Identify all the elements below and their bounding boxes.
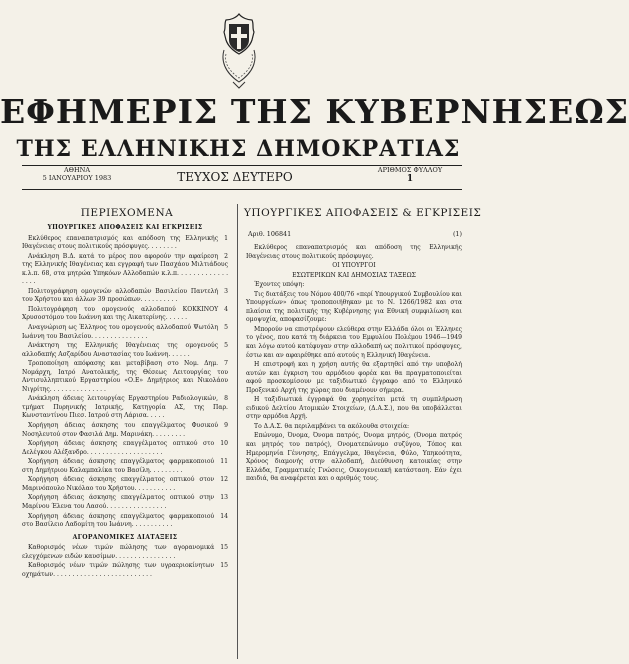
contents-item [22, 562, 228, 579]
masthead-rule-bottom [22, 189, 462, 190]
contents-page-number: 4 [224, 305, 228, 313]
gazette-subtitle: ΤΗΣ ΕΛΛΗΝΙΚΗΣ ΔΗΜΟΚΡΑΤΙΑΣ [16, 136, 461, 162]
contents-item [22, 440, 228, 457]
contents-page-number: 15 [220, 544, 228, 552]
contents-item [22, 422, 228, 439]
contents-item [22, 324, 228, 341]
column-divider [237, 204, 238, 659]
contents-page-number: 15 [220, 562, 228, 570]
contents-item [22, 235, 228, 252]
contents-section-market: ΑΓΟΡΑΝΟΜΙΚΕΣ ΔΙΑΤΑΞΕΙΣ [72, 533, 178, 541]
sheet-number: 1 [406, 174, 414, 184]
contents-page-number: 7 [224, 360, 228, 368]
decision-paragraph: Τις διατάξεις του Νόμου 400/76 «περί Υπουργικού Συμβουλίου και Υπουργείων» όπως τροποποιήθηκαν με το Ν. 1266/1982 και στα πλαίσια της πολιτικής της Κυβέρνησης για Εθνική συμφιλίωση και ομοψυχία, αποφασίζουμε: [246, 290, 462, 324]
having-regard: Έχοντες υπόψη: [254, 281, 305, 289]
issue-date: 5 ΙΑΝΟΥΑΡΙΟΥ 1983 [42, 174, 112, 182]
contents-page-number: 2 [224, 252, 228, 260]
contents-page-number: 5 [224, 324, 228, 332]
issue-type: ΤΕΥΧΟΣ ΔΕΥΤΕΡΟ [177, 170, 293, 184]
contents-list [22, 235, 228, 530]
decision-header [248, 230, 462, 238]
contents-item-text: Ανάκληση άδειας λειτουργίας Εργαστηρίου Ραδιολογικών, τμήματ Πυρηνικής Ιατρικής, Κατηγορία ΑΣ, της Παρ. Κωνσταντίνου Πιεσ. Ιατρού στη Λάρισα. . . . . [22, 395, 228, 420]
contents-item-text: Ανάκληση Β.Δ. κατά το μέρος που αφορούν την αφαίρεση της Ελληνικής Ιθαγένειας και εγγραφή των Πασχάου Μιλτιάδους κ.λ.π. 68, στα μητρώα Υπηκόων Αλλοδαπών κ.λ.π. . . . . . . . . . . . . . . . . [22, 252, 228, 286]
contents-list-market [22, 544, 228, 579]
issue-city: ΑΘΗΝΑ [63, 166, 91, 174]
decisions-heading: ΥΠΟΥΡΓΙΚΕΣ ΑΠΟΦΑΣΕΙΣ & ΕΓΚΡΙΣΕΙΣ [244, 207, 482, 219]
contents-item [22, 253, 228, 287]
contents-page-number: 11 [220, 458, 228, 466]
contents-item-text: Χορήγηση άδειας άσκησης επαγγέλματος οπτικού στον Μαρινόπουλο Νικόλαο του Χρήστου. . . . . . . . . . . [22, 476, 215, 492]
decision-paragraph: Μπορούν να επιστρέψουν ελεύθερα στην Ελλάδα όλοι οι Έλληνες το γένος, που κατά τη διάρκεια του Εμφυλίου Πολέμου 1946—1949 και λόγω αυτού κατέφυγαν στην αλλοδαπή ως πολιτικοί πρόσφυγες, έστω και αν αφαιρέθηκε από αυτούς η Ελληνική Ιθαγένεια. [246, 325, 462, 359]
contents-page-number: 3 [224, 287, 228, 295]
contents-item-text: Χορήγηση άδειας άσκησης επαγγέλματος φαρμακοποιού στο Βασίλειο Λαδομίτη του Ιωάννη. . . . . . . . . . . [22, 512, 215, 529]
contents-item [22, 360, 228, 394]
contents-page-number: 8 [224, 395, 228, 403]
decision-paragraph: Το Δ.Α.Σ. θα περιλαμβάνει τα ακόλουθα στοιχεία: [254, 422, 410, 430]
ministers-line-2: ΕΣΩΤΕΡΙΚΩΝ ΚΑΙ ΔΗΜΟΣΙΑΣ ΤΑΞΕΩΣ [292, 271, 416, 279]
decision-index: (1) [452, 230, 462, 238]
decision-paragraph: Επώνυμο, Όνομα, Όνομα πατρός, Όνομα μητρός, (Όνομα πατρός και μητρός του πατρός), Ονοματεπώνυμο συζύγου, Τόπος και Ημερομηνία Γέννησης, Επάγγελμα, Ιθαγένεια, Φύλο, Υπηκοότητα, Χρόνος διαμονής στην αλλοδαπή, Διεύθυνση κατοικίας στην Ελλάδα, Γραμματικές Γνώσεις, Οικογενειακή κατάσταση. Εάν έχει παιδιά, θα αναφέρεται και ο αριθμός τους. [246, 432, 462, 483]
contents-page-number: 10 [220, 440, 228, 448]
contents-page-number: 5 [224, 342, 228, 350]
contents-item-text: Χορήγηση άδειας άσκησης επαγγέλματος οπτικού στην Μαρίνου Έλενα του Λασού. . . . . . . . . . . . . . . . [22, 494, 215, 510]
contents-page-number: 14 [220, 512, 228, 520]
contents-item-text: Καθορισμός νέων τιμών πώλησης των υγραεριοκίνητων οχημάτων. . . . . . . . . . . . . . . . . . . . . . . . . . [22, 562, 215, 578]
contents-item-text: Εκλύθερος επαναπατρισμός και απόδοση της Ελληνικής Ιθαγένειας στους πολιτικούς πρόσφυγες. . . . . . . . [22, 234, 219, 251]
contents-item-text: Τροποποίηση απόφασης και μεταβίβαση στο Νομ. Δημ. Νομάρχη, Ιατρό Ανατολικής, της Θέσεως Λειτουργίας του Αντισυλληπτικού Εργαστηρίου «Ο.Ε» Δημήτριος και Νικολάου Νιγρίτης. . . . . . . . . . . . . . . [22, 360, 228, 393]
issue-date-block [22, 166, 132, 182]
contents-page-number: 13 [220, 494, 228, 502]
contents-item-text: Καθορισμός νέων τιμών πώλησης των αγορανομικά ελεγχόμενων ειδών καυσίμων. . . . . . . . . . . . . . . . [22, 544, 215, 560]
contents-page-number: 1 [224, 234, 228, 242]
contents-item [22, 288, 228, 305]
contents-item [22, 458, 228, 475]
contents-heading: ΠΕΡΙΕΧΟΜΕΝΑ [80, 207, 174, 219]
contents-page-number: 9 [224, 422, 228, 430]
decision-column [246, 244, 462, 485]
contents-item [22, 342, 228, 359]
contents-section-ministerial: ΥΠΟΥΡΓΙΚΕΣ ΑΠΟΦΑΣΕΙΣ ΚΑΙ ΕΓΚΡΙΣΕΙΣ [47, 224, 203, 231]
contents-item [22, 306, 228, 323]
sheet-number-label: ΑΡΙΘΜΟΣ ΦΥΛΛΟΥ [377, 166, 443, 174]
contents-item-text: Ανάκτηση της Ελληνικής Ιθαγένειας της ομογενούς αλλοδαπής Ασζαρίδου Αναστασίας του Ιωάννη. . . . . . [22, 342, 219, 358]
decision-paragraph: Η ταξιδιωτικά έγγραφά θα χορηγείται μετά τη συμπλήρωση ειδικού Δελτίου Ατομικών Στοιχείων, (Δ.Α.Σ.), που θα υποβάλλεται στην αρμόδια Αρχή. [246, 396, 462, 421]
contents-item [22, 513, 228, 530]
contents-item-text: Χορήγηση άδειας άσκησης επαγγέλματος οπτικού στο Δελέγκου Αλέξανδρο. . . . . . . . . . . . . . . . . . . . [22, 440, 215, 456]
contents-item-text: Πολιτογράφηση του ομογενούς αλλοδαπού ΚΟΚΚΙΝΟΥ Χρυσοστόμου του Ιωάννη και της Αικατερίνης. . . . . . [22, 305, 219, 322]
coat-of-arms-icon [218, 10, 260, 90]
decision-intro: Εκλύθερος επαναπατρισμός και απόδοση της Ελληνικής Ιθαγένειας στους πολιτικούς πρόσφυγες. [246, 244, 462, 260]
ministers-line-1: ΟΙ ΥΠΟΥΡΓΟΙ [332, 262, 376, 270]
contents-item-text: Πολιτογράφηση ομογενών αλλοδαπών Βασιλείου Παντελή του Χρήστου και άλλων 39 προσώπων. . . . . . . . . . [22, 287, 219, 304]
contents-item [22, 476, 228, 493]
decision-number: Αριθ. 106841 [248, 230, 292, 238]
gazette-title: ΕΦΗΜΕΡΙΣ ΤΗΣ ΚΥΒΕΡΝΗΣΕΩΣ [0, 92, 629, 131]
contents-item [22, 544, 228, 561]
contents-item [22, 395, 228, 421]
contents-column [22, 222, 228, 580]
sheet-number-block [360, 166, 460, 185]
contents-page-number: 12 [220, 476, 228, 484]
contents-item-text: Αναγνώριση ως Έλληνος του ομογενούς αλλοδαπού Ψωτόλη Ιωάννη του Βασιλείου. . . . . . . . . . . . . . . [22, 324, 219, 340]
decision-body [246, 291, 462, 484]
decision-paragraph: Η επιστροφή και η χρήση αυτής θα εξαρτηθεί από την υποβολή αυτών και έγκριση του αρμόδιου φορέα και θα πραγματοποιείται αφού προσκομίσουν με ταξιδιωτικό έγγραφο από το Ελληνικό Προξενικό Αρχή της χώρας που διαμένουν σήμερα. [246, 361, 462, 394]
contents-item-text: Χορήγηση άδειας άσκησης του επαγγέλματος Φυσικού Νοσηλευτού στον Φασιλά Δημ. Μαρινάκη. . . . . . . . . [22, 422, 219, 438]
contents-item [22, 494, 228, 511]
contents-item-text: Χορήγηση άδειας άσκησης επαγγέλματος φαρμακοποιού στη Δημήτριου Καλαμπαλίκα του Βασίλη. . . . . . . . . [22, 458, 215, 474]
